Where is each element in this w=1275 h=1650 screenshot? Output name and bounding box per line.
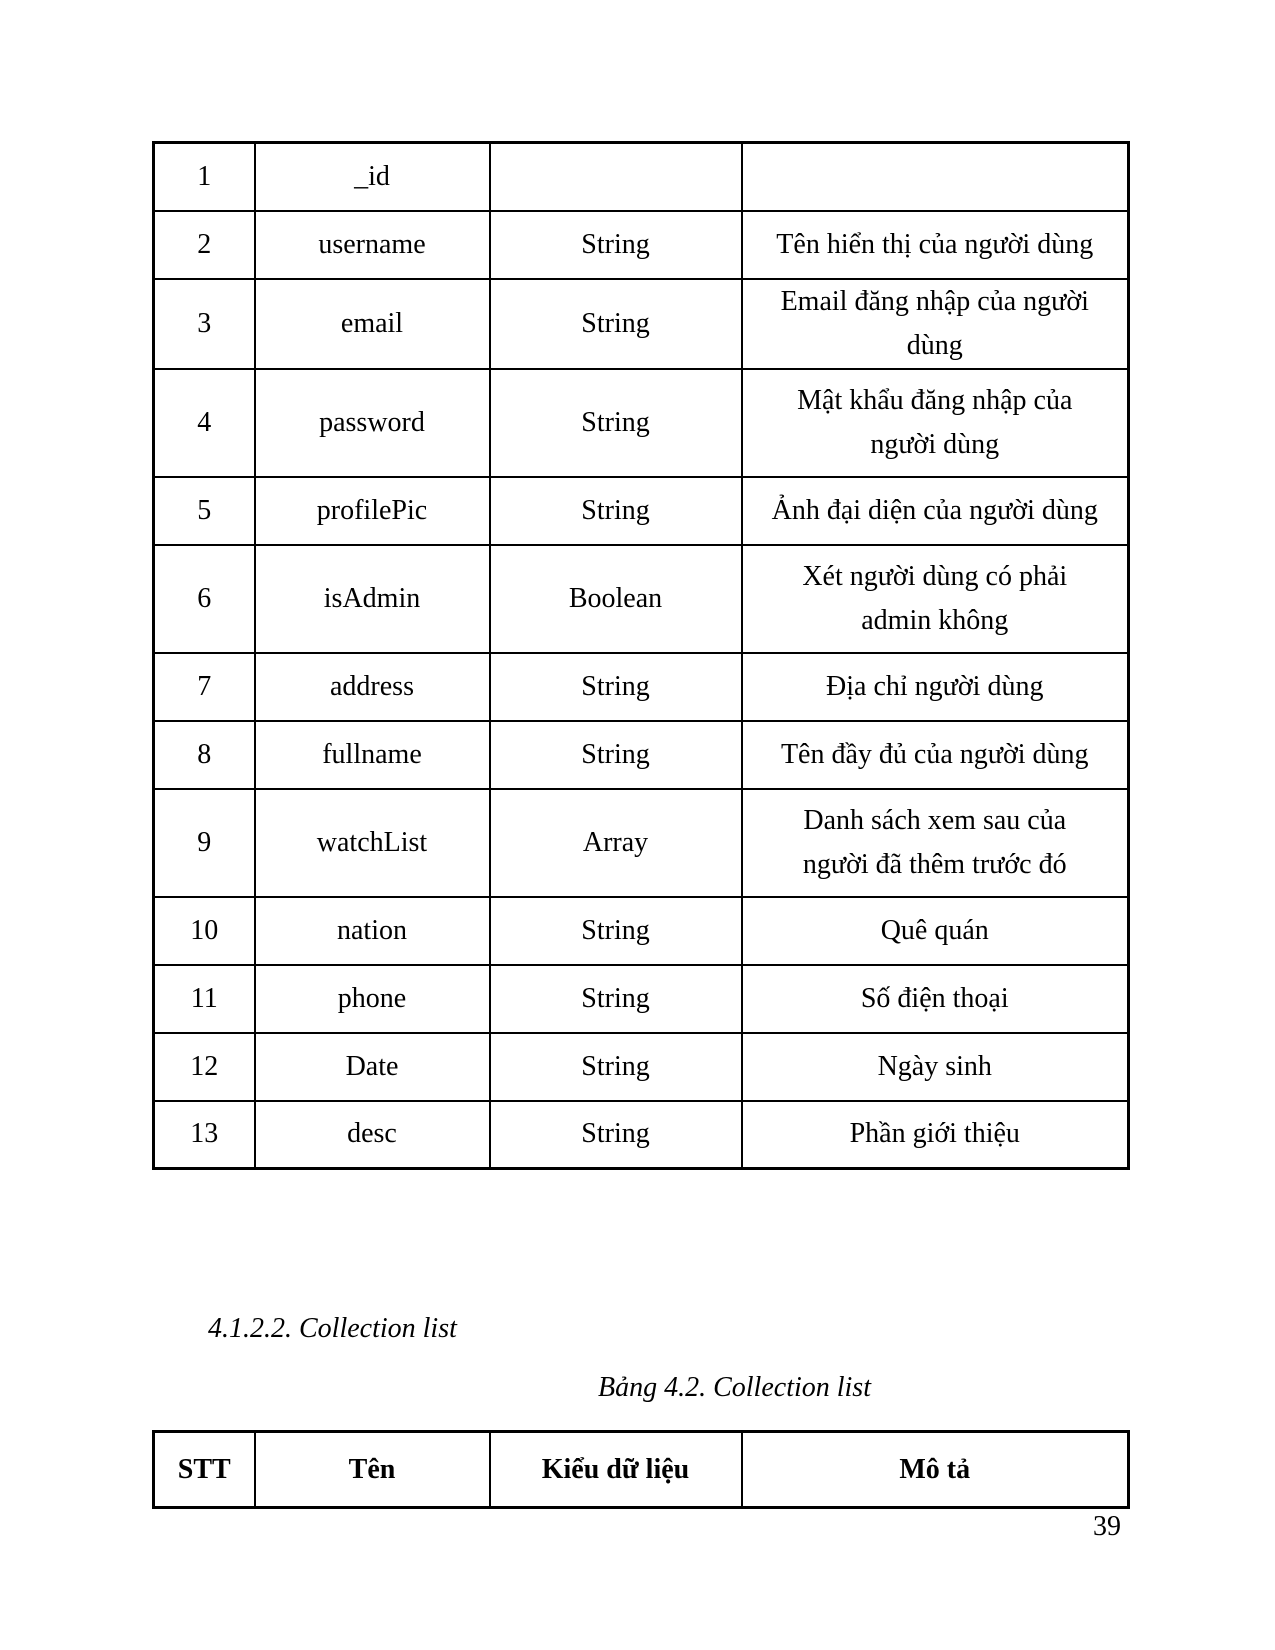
cell-stt: 10 bbox=[154, 897, 255, 965]
header-name: Tên bbox=[255, 1432, 490, 1508]
cell-desc: Email đăng nhập của người dùng bbox=[742, 279, 1129, 369]
cell-desc: Tên đầy đủ của người dùng bbox=[742, 721, 1129, 789]
table-row bbox=[154, 721, 1129, 789]
cell-desc: Xét người dùng có phải admin không bbox=[742, 545, 1129, 653]
user-schema-table bbox=[152, 141, 1130, 1170]
table-row bbox=[154, 897, 1129, 965]
cell-stt: 5 bbox=[154, 477, 255, 545]
cell-type: String bbox=[490, 653, 742, 721]
cell-type: String bbox=[490, 965, 742, 1033]
cell-name: email bbox=[255, 279, 490, 369]
page-number: 39 bbox=[1093, 1511, 1121, 1542]
cell-stt: 12 bbox=[154, 1033, 255, 1101]
table-row bbox=[154, 789, 1129, 897]
cell-desc: Số điện thoại bbox=[742, 965, 1129, 1033]
table-row bbox=[154, 477, 1129, 545]
cell-type: String bbox=[490, 211, 742, 279]
section-heading: 4.1.2.2. Collection list bbox=[208, 1313, 457, 1344]
cell-stt: 7 bbox=[154, 653, 255, 721]
cell-stt: 8 bbox=[154, 721, 255, 789]
cell-name: nation bbox=[255, 897, 490, 965]
table-row bbox=[154, 369, 1129, 477]
cell-stt: 13 bbox=[154, 1101, 255, 1169]
cell-desc bbox=[742, 143, 1129, 211]
table-row bbox=[154, 1033, 1129, 1101]
cell-desc: Tên hiển thị của người dùng bbox=[742, 211, 1129, 279]
collection-list-table bbox=[152, 1430, 1130, 1509]
cell-type: String bbox=[490, 897, 742, 965]
cell-name: isAdmin bbox=[255, 545, 490, 653]
cell-stt: 2 bbox=[154, 211, 255, 279]
cell-stt: 9 bbox=[154, 789, 255, 897]
cell-name: _id bbox=[255, 143, 490, 211]
header-stt: STT bbox=[154, 1432, 255, 1508]
cell-name: phone bbox=[255, 965, 490, 1033]
table-row bbox=[154, 279, 1129, 369]
cell-name: password bbox=[255, 369, 490, 477]
cell-desc: Phần giới thiệu bbox=[742, 1101, 1129, 1169]
cell-desc: Ngày sinh bbox=[742, 1033, 1129, 1101]
cell-type: String bbox=[490, 721, 742, 789]
cell-name: profilePic bbox=[255, 477, 490, 545]
table-row bbox=[154, 211, 1129, 279]
cell-name: desc bbox=[255, 1101, 490, 1169]
header-desc: Mô tả bbox=[742, 1432, 1129, 1508]
cell-stt: 1 bbox=[154, 143, 255, 211]
cell-desc: Quê quán bbox=[742, 897, 1129, 965]
table-caption: Bảng 4.2. Collection list bbox=[598, 1372, 871, 1403]
cell-type: String bbox=[490, 477, 742, 545]
cell-name: username bbox=[255, 211, 490, 279]
header-type: Kiểu dữ liệu bbox=[490, 1432, 742, 1508]
cell-desc: Địa chỉ người dùng bbox=[742, 653, 1129, 721]
cell-name: Date bbox=[255, 1033, 490, 1101]
cell-name: address bbox=[255, 653, 490, 721]
cell-stt: 4 bbox=[154, 369, 255, 477]
cell-type: Boolean bbox=[490, 545, 742, 653]
table-row bbox=[154, 965, 1129, 1033]
cell-type bbox=[490, 143, 742, 211]
table-header-row bbox=[154, 1432, 1129, 1508]
cell-desc: Danh sách xem sau của người đã thêm trước đó bbox=[742, 789, 1129, 897]
table-row bbox=[154, 653, 1129, 721]
cell-stt: 11 bbox=[154, 965, 255, 1033]
table-row bbox=[154, 545, 1129, 653]
cell-type: Array bbox=[490, 789, 742, 897]
cell-name: watchList bbox=[255, 789, 490, 897]
cell-type: String bbox=[490, 1033, 742, 1101]
cell-name: fullname bbox=[255, 721, 490, 789]
table-row bbox=[154, 143, 1129, 211]
cell-type: String bbox=[490, 1101, 742, 1169]
cell-desc: Ảnh đại diện của người dùng bbox=[742, 477, 1129, 545]
cell-type: String bbox=[490, 369, 742, 477]
cell-stt: 6 bbox=[154, 545, 255, 653]
cell-type: String bbox=[490, 279, 742, 369]
table-row bbox=[154, 1101, 1129, 1169]
cell-desc: Mật khẩu đăng nhập của người dùng bbox=[742, 369, 1129, 477]
cell-stt: 3 bbox=[154, 279, 255, 369]
